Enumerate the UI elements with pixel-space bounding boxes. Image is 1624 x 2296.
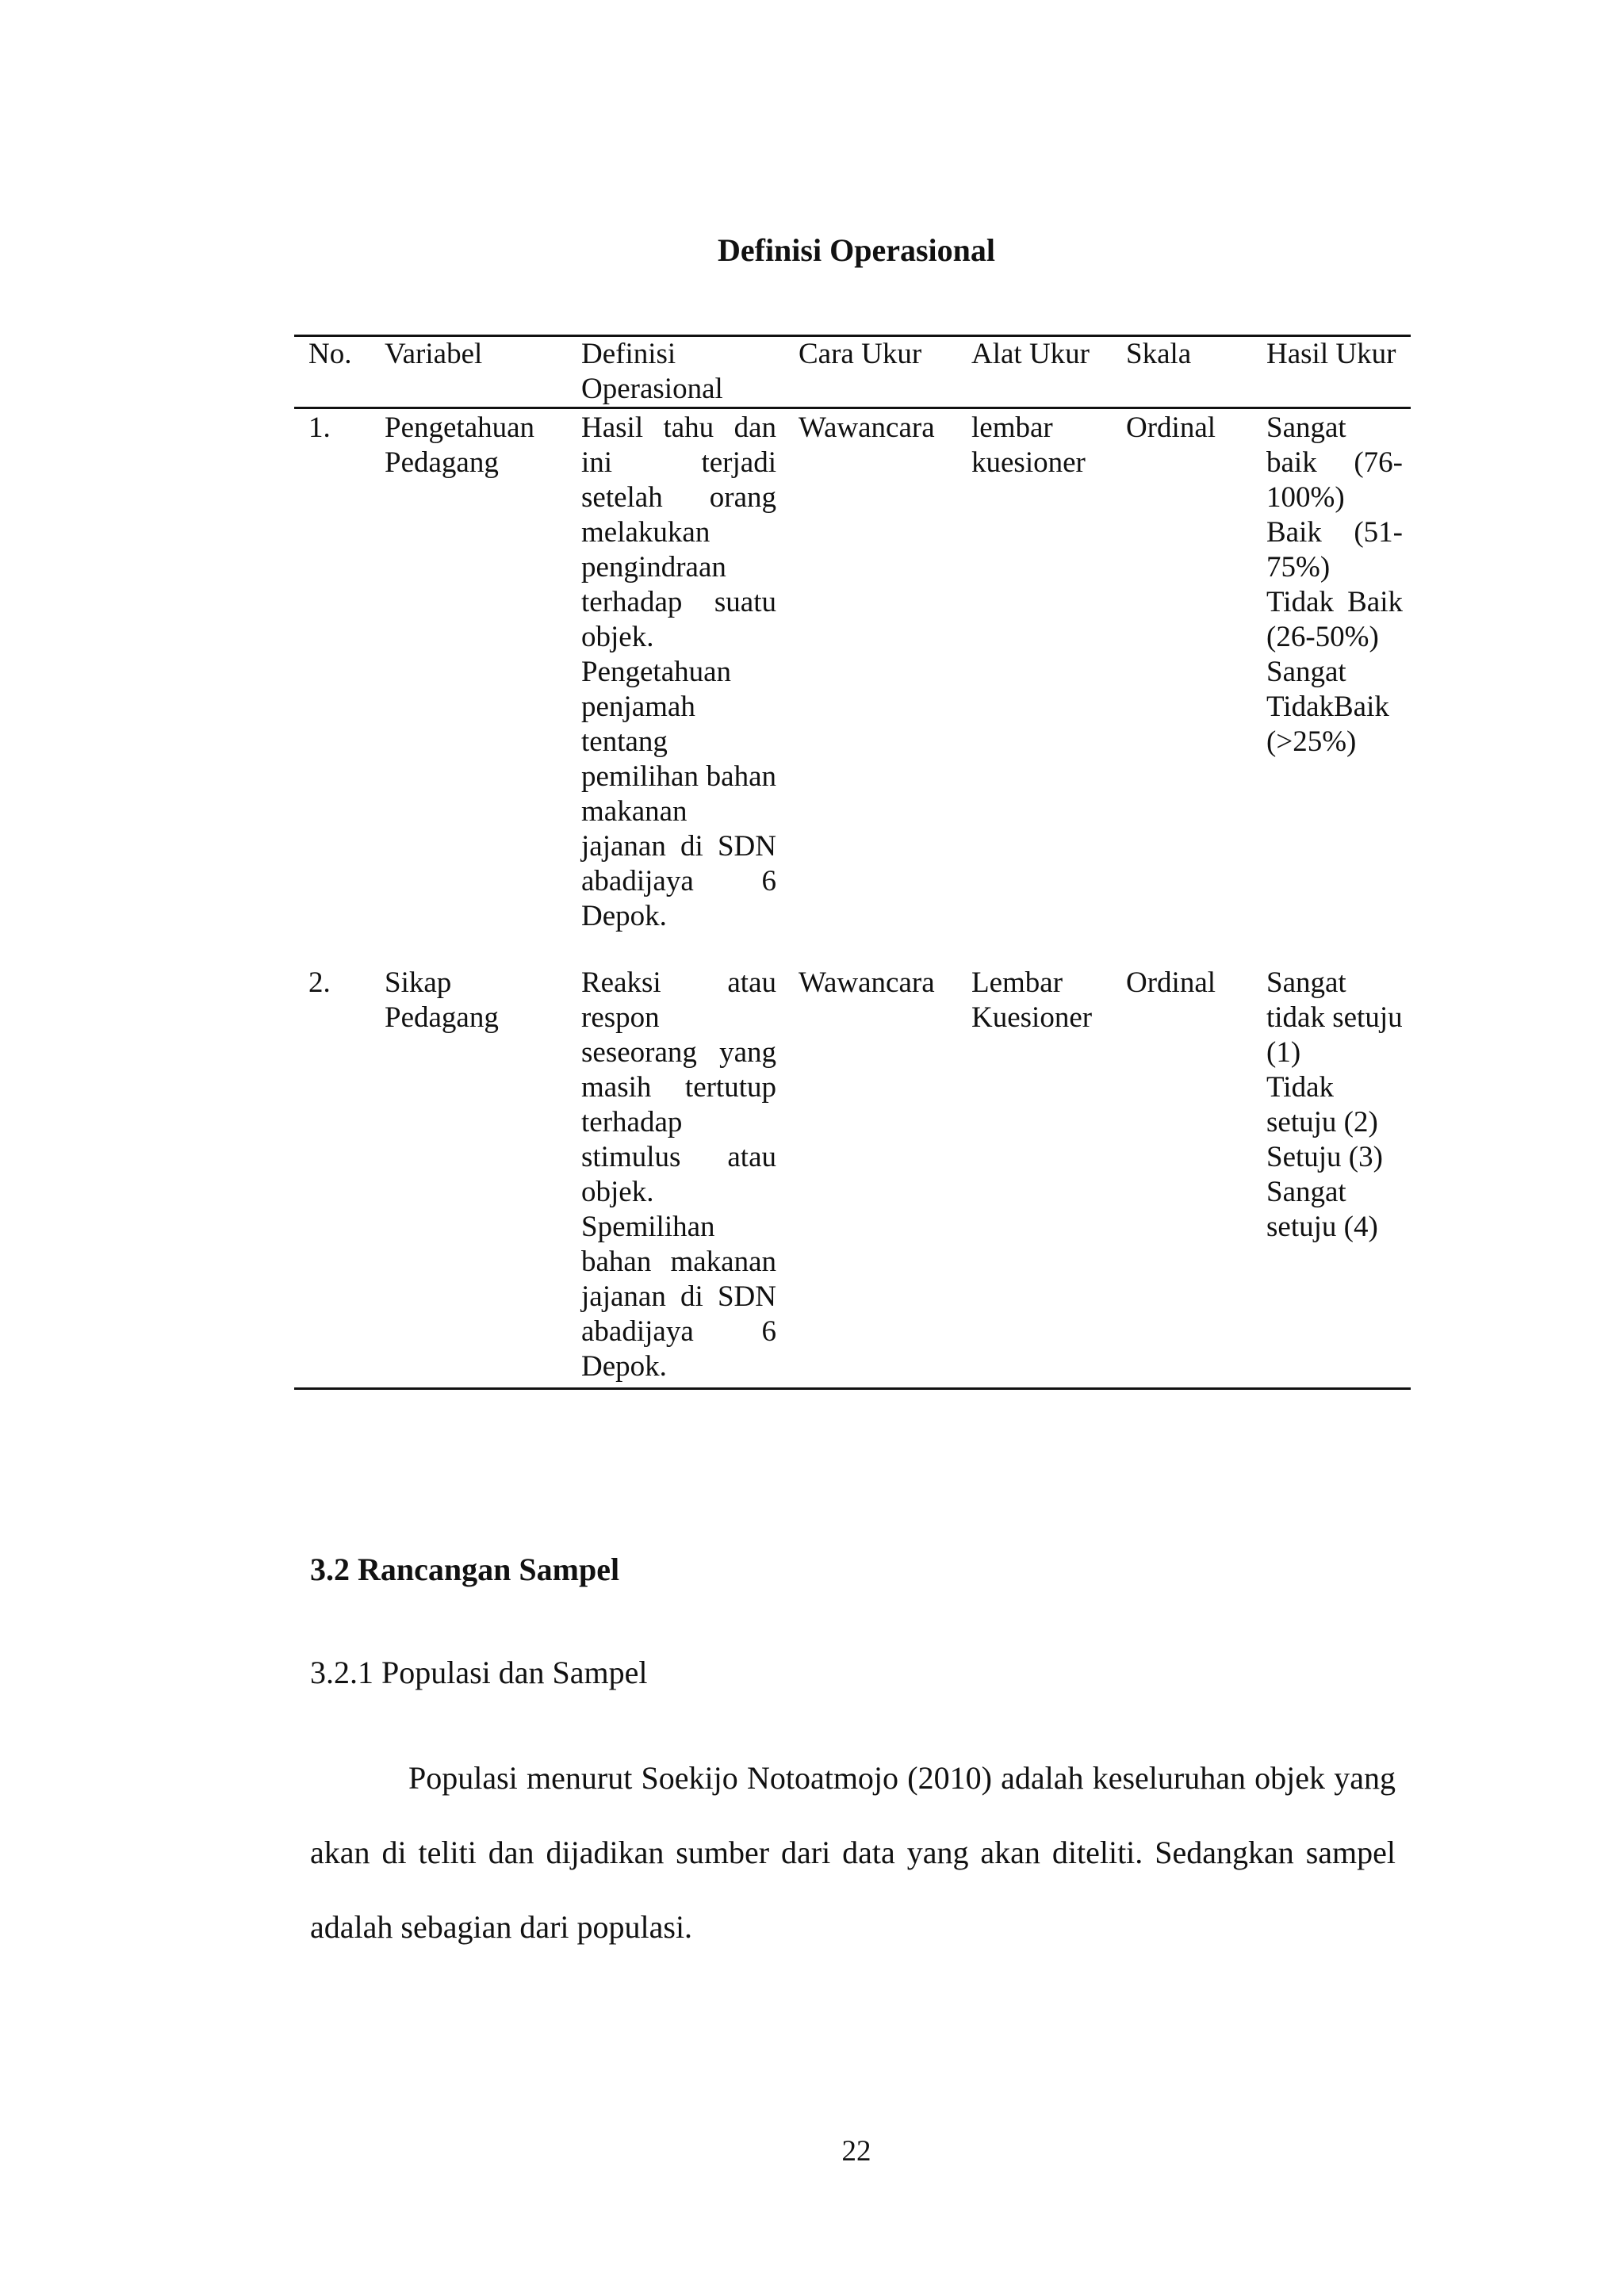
header-alat-ukur: Alat Ukur [957, 336, 1112, 408]
hasil-ukur-item: Sangat tidak setuju (1) [1266, 966, 1403, 1069]
cell-hasil-ukur [1252, 966, 1411, 1389]
cell-definisi: Reaksi atau respon seseorang yang masih tertutup terhadap stimulus atau objek. Spemilihan bahan makanan jajanan di SDN abadijaya 6 Depok. [567, 966, 784, 1389]
cell-skala: Ordinal [1126, 411, 1216, 444]
cell-definisi: Hasil tahu dan ini terjadi setelah orang melakukan pengindraan terhadap suatu objek. Pengetahuan penjamah tentang pemilihan bahan makanan jajanan di SDN abadijaya 6 Depok. [581, 411, 776, 932]
table-header-row [294, 336, 1411, 408]
table-title: Definisi Operasional [717, 232, 996, 268]
definisi-operasional-table [294, 335, 1411, 1390]
hasil-ukur-item: Setuju (3) [1266, 1141, 1383, 1173]
hasil-ukur-item: Baik (51-75%) [1266, 516, 1403, 584]
cell-variabel: Pengetahuan Pedagang [385, 411, 535, 479]
cell-cara-ukur: Wawancara [799, 411, 935, 444]
cell-hasil-ukur [1252, 408, 1411, 966]
header-variabel: Variabel [370, 336, 567, 408]
hasil-ukur-item: Sangat setuju (4) [1266, 1176, 1378, 1243]
hasil-ukur-item: Tidak Baik (26-50%) [1266, 586, 1403, 653]
section-heading: 3.2 Rancangan Sampel [310, 1552, 620, 1587]
hasil-ukur-item: Tidak setuju (2) [1266, 1071, 1378, 1138]
header-no: No. [294, 336, 370, 408]
table-row [294, 966, 1411, 1389]
cell-no: 2. [294, 966, 370, 1389]
cell-alat-ukur: Lembar Kuesioner [957, 966, 1112, 1389]
header-hasil-ukur: Hasil Ukur [1252, 336, 1411, 408]
header-cara-ukur: Cara Ukur [784, 336, 957, 408]
body-paragraph: Populasi menurut Soekijo Notoatmojo (2010) adalah keseluruhan objek yang akan di teliti dan dijadikan sumber dari data yang akan diteliti. Sedangkan sampel adalah sebagian dari populasi. [310, 1760, 1396, 1945]
cell-cara-ukur: Wawancara [784, 966, 957, 1389]
cell-alat-ukur: lembar kuesioner [971, 411, 1086, 479]
cell-variabel: Sikap Pedagang [370, 966, 567, 1389]
table-row [294, 408, 1411, 966]
hasil-ukur-item: Sangat TidakBaik (>25%) [1266, 656, 1389, 758]
header-definisi: Definisi Operasional [567, 336, 784, 408]
header-skala: Skala [1112, 336, 1252, 408]
cell-no: 1. [308, 411, 331, 444]
cell-skala: Ordinal [1112, 966, 1252, 1389]
hasil-ukur-item: Sangat baik (76-100%) [1266, 411, 1403, 514]
page-number: 22 [841, 2135, 871, 2168]
subsection-heading: 3.2.1 Populasi dan Sampel [310, 1655, 648, 1690]
